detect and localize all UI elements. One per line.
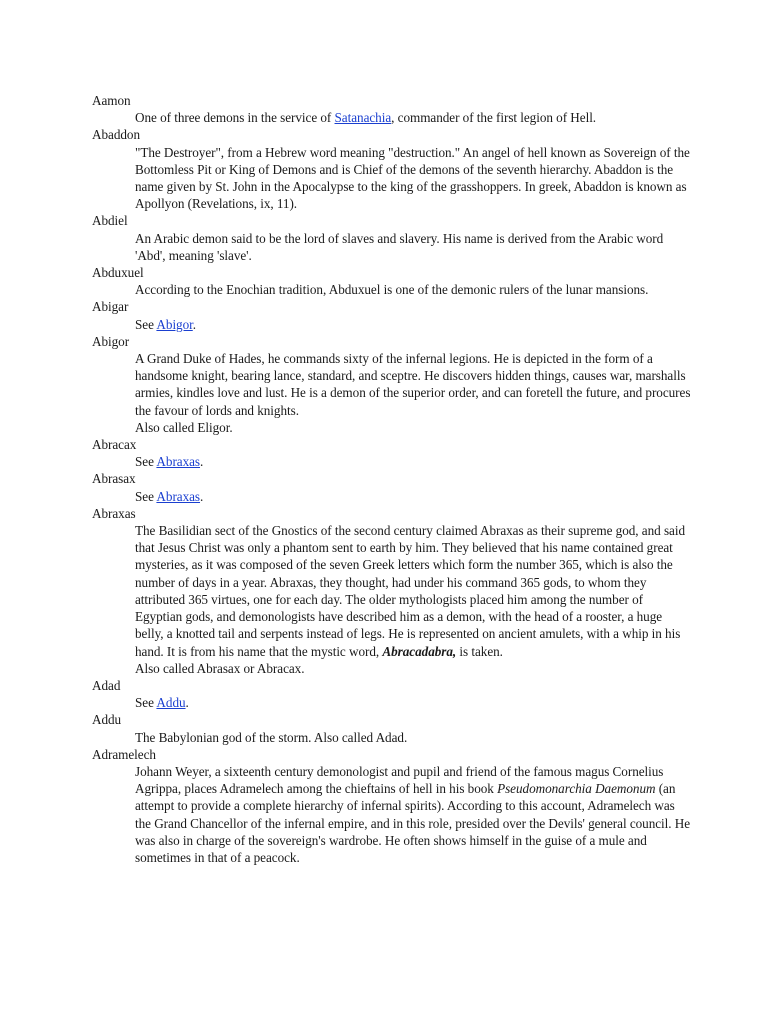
definition-adramelech [135, 763, 692, 866]
link-abraxas[interactable]: Abraxas [156, 488, 201, 504]
term-abigar: Abigar [92, 299, 129, 315]
book-title: Pseudomonarchia Daemonum [497, 781, 656, 797]
definition-text: . [200, 454, 204, 470]
definition-text: (an attempt to provide a complete hierarchy of infernal spirits). According to this account, Adramelech was the Grand Chancellor of the infernal empire, and in this role, presided over the Devils' general council. He was also in charge of the sovereign's wardrobe. He often shows himself in the guise of a mule and sometimes in that of a peacock. [135, 781, 691, 865]
link-abraxas[interactable]: Abraxas [156, 454, 201, 470]
definition-paragraph: A Grand Duke of Hades, he commands sixty of the infernal legions. He is depicted in the form of a handsome knight, bearing lance, standard, and sceptre. He discovers hidden things, causes war, marshalls armies, kindles love and lust. He is a demon of the superior order, and can foretell the future, and procures the favour of lords and knights. [135, 351, 691, 418]
term-abigor: Abigor [92, 333, 130, 349]
definition-abigar [135, 316, 692, 333]
link-addu[interactable]: Addu [156, 695, 186, 711]
definition-text: , commander of the first legion of Hell. [391, 110, 597, 126]
definition-abrasax [135, 488, 692, 505]
definition-abdiel: An Arabic demon said to be the lord of slaves and slavery. His name is derived from the Arabic word 'Abd', meaning 'slave'. [135, 230, 664, 263]
term-addu: Addu [92, 712, 122, 728]
definition-abigor [135, 350, 692, 436]
definition-text: . [185, 695, 189, 711]
term-adramelech: Adramelech [92, 746, 156, 762]
glossary-document [92, 92, 692, 866]
definition-abaddon: "The Destroyer", from a Hebrew word meaning "destruction." An angel of hell known as Sovereign of the Bottomless Pit or King of Demons and is Chief of the demons of the seventh hierarchy. Abaddon is the name given by St. John in the Apocalypse to the king of the grasshoppers. In greek, Abaddon is known as Apollyon (Revelations, ix, 11). [135, 144, 690, 212]
term-abaddon: Abaddon [92, 127, 140, 143]
term-aamon: Aamon [92, 93, 131, 108]
term-abrasax: Abrasax [92, 471, 136, 487]
definition-text: The Basilidian sect of the Gnostics of the second century claimed Abraxas as their supreme god, and said that Jesus Christ was only a phantom sent to earth by him. They believed that his name contained great mysteries, as it was composed of the seven Greek letters which form the number 365, which is also the number of days in a year. Abraxas, they thought, had under his command 365 gods, to whom they attributed 365 virtues, one for each day. The older mythologists placed him among the number of Egyptian gods, and demonologists have described him as a demon, with the head of a rooster, a huge belly, a knotted tail and serpents instead of legs. He is represented on ancient amulets, with a whip in his hand. It is from his name that the mystic word, [135, 523, 685, 659]
term-adad: Adad [92, 677, 121, 693]
term-abduxuel: Abduxuel [92, 265, 144, 281]
definition-paragraph [135, 522, 692, 660]
link-abigor[interactable]: Abigor [156, 316, 193, 332]
also-called-note: Also called Abrasax or Abracax. [135, 660, 305, 676]
definition-text: Johann Weyer, a sixteenth century demonologist and pupil and friend of the famous magus Cornelius Agrippa, places Adramelech among the chieftains of hell in his book [135, 763, 664, 797]
definition-addu: The Babylonian god of the storm. Also called Adad. [135, 729, 408, 745]
demon-glossary-list [92, 92, 692, 866]
definition-text: is taken. [456, 643, 503, 659]
term-abdiel: Abdiel [92, 213, 128, 229]
definition-abracax [135, 453, 692, 470]
definition-text: See [135, 454, 157, 470]
definition-text: See [135, 488, 157, 504]
emphasized-word: Abracadabra, [382, 643, 457, 659]
definition-abduxuel: According to the Enochian tradition, Abduxuel is one of the demonic rulers of the lunar mansions. [135, 282, 649, 298]
also-called-note: Also called Eligor. [135, 419, 233, 435]
definition-text: . [192, 316, 197, 332]
term-abraxas: Abraxas [92, 505, 136, 521]
definition-aamon [135, 109, 692, 126]
definition-adad [135, 694, 692, 711]
definition-text: . [200, 488, 204, 504]
definition-text: One of three demons in the service of [135, 110, 335, 126]
term-abracax: Abracax [92, 437, 137, 453]
definition-abraxas [135, 522, 692, 677]
definition-text: See [135, 316, 157, 332]
definition-text: See [135, 695, 157, 711]
link-satanachia[interactable]: Satanachia [334, 110, 392, 126]
